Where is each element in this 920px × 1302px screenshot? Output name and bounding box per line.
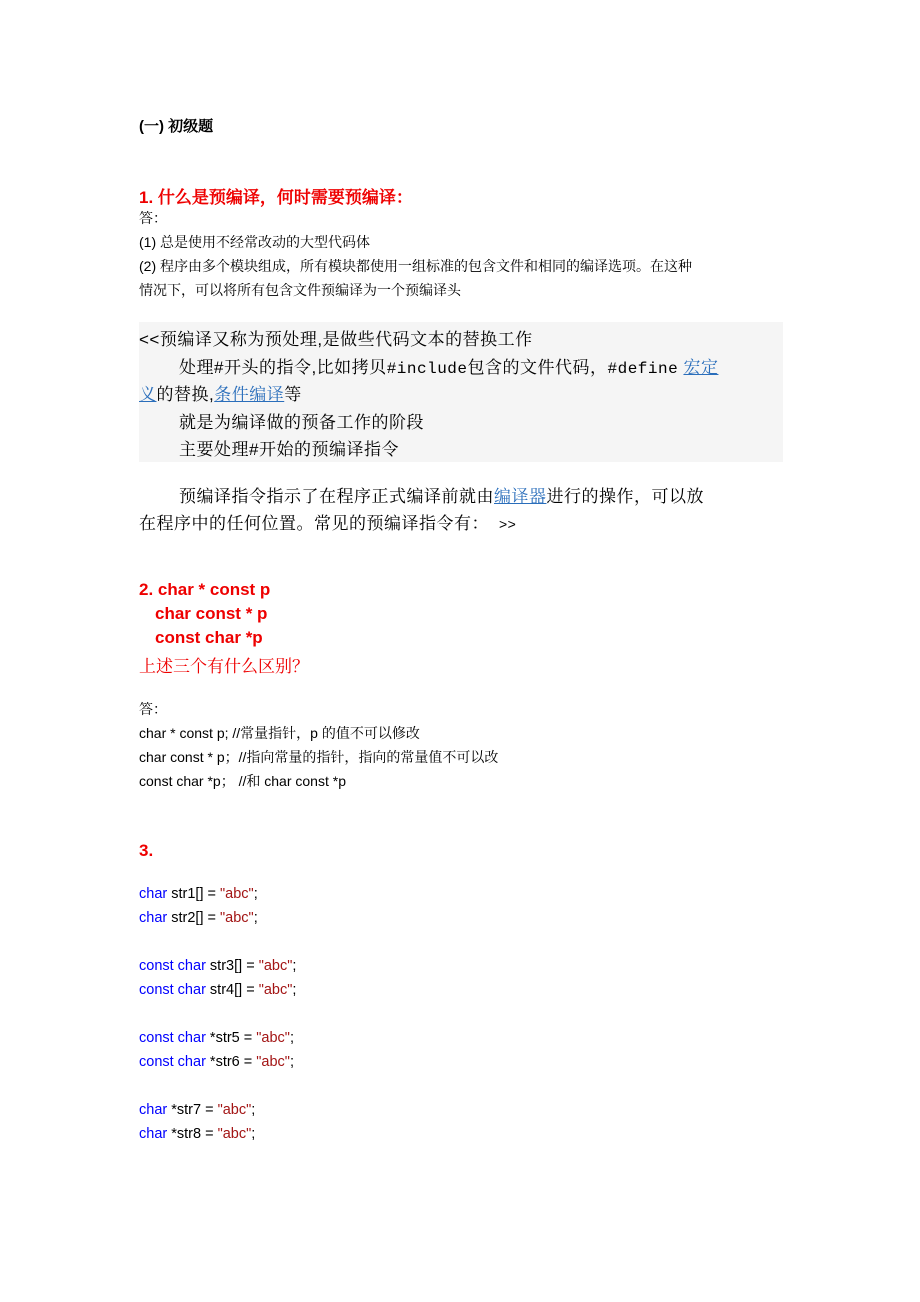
code-string: "abc" <box>217 1126 252 1142</box>
code-text: ; <box>292 982 297 998</box>
code-keyword: char <box>139 1126 168 1142</box>
paragraph-line <box>179 483 704 511</box>
code-string: "abc" <box>256 1054 290 1070</box>
quote-line <box>139 381 302 409</box>
code-text: *str8 = <box>167 1126 218 1142</box>
compiler-link[interactable]: 编译器 <box>494 487 547 506</box>
code-line <box>139 886 258 902</box>
code-text: ; <box>251 1126 256 1142</box>
paragraph-text: 预编译指令指示了在程序正式编译前就由 <box>179 487 494 506</box>
code-keyword: char <box>139 886 168 902</box>
code-line <box>139 1054 294 1070</box>
code-text: ; <box>251 1102 256 1118</box>
q2-title-line: 2. char * const p <box>139 580 271 599</box>
macro-definition-link[interactable]: 义 <box>139 385 157 404</box>
q1-answer-line: (1) 总是使用不经常改动的大型代码体 <box>139 234 370 250</box>
q2-title-line: char const * p <box>155 604 268 623</box>
paragraph-text: 进行的操作，可以放 <box>546 487 704 506</box>
q2-answer-line: char * const p; //常量指针，p 的值不可以修改 <box>139 725 420 741</box>
section-title: (一) 初级题 <box>139 118 214 135</box>
code-text: *str6 = <box>205 1054 257 1070</box>
q3-title: 3. <box>139 841 154 860</box>
q2-answer-line: const char *p； //和 char const *p <box>139 773 346 789</box>
q2-answer-label: 答： <box>139 701 167 717</box>
code-string: "abc" <box>217 1102 252 1118</box>
code-text: ; <box>292 958 297 974</box>
code-text: ; <box>289 1030 294 1046</box>
quote-line <box>179 354 718 384</box>
code-string: "abc" <box>258 958 293 974</box>
code-line <box>139 982 296 998</box>
code-text: str4[] = <box>205 982 259 998</box>
code-text: ; <box>253 910 258 926</box>
code-text: ; <box>289 1054 294 1070</box>
q2-question: 上述三个有什么区别？ <box>139 657 309 676</box>
code-line <box>139 958 296 974</box>
code-line <box>139 1030 294 1046</box>
code-text: *str5 = <box>205 1030 257 1046</box>
code-string: "abc" <box>220 886 254 902</box>
code-text: ; <box>253 886 258 902</box>
q2-title-line: const char *p <box>155 628 263 647</box>
code-string: "abc" <box>258 982 293 998</box>
conditional-compilation-link[interactable]: 条件编译 <box>214 385 285 404</box>
quote-block <box>139 322 783 462</box>
code-line <box>139 910 258 926</box>
q1-answer-line: (2) 程序由多个模块组成，所有模块都使用一组标准的包含文件和相同的编译选项。在这种 <box>139 258 692 274</box>
quote-line: 就是为编译做的预备工作的阶段 <box>179 413 424 432</box>
code-keyword: const char <box>139 1054 206 1070</box>
code-string: "abc" <box>220 910 254 926</box>
include-directive: #include <box>386 360 468 378</box>
paragraph-line <box>139 510 516 539</box>
quote-line: 主要处理#开始的预编译指令 <box>179 440 399 459</box>
code-text: str3[] = <box>205 958 259 974</box>
quote-text: 的替换, <box>156 385 215 404</box>
q1-title: 1. 什么是预编译，何时需要预编译： <box>139 188 413 207</box>
define-directive: #define <box>607 360 679 378</box>
paragraph-text: 在程序中的任何位置。常见的预编译指令有： <box>139 514 489 533</box>
code-line <box>139 1126 255 1142</box>
quote-text: 包含的文件代码， <box>467 358 608 377</box>
q1-answer-label: 答： <box>139 210 167 226</box>
code-keyword: const char <box>139 958 206 974</box>
code-keyword: char <box>139 1102 168 1118</box>
code-text: *str7 = <box>167 1102 218 1118</box>
quote-text: 等 <box>284 385 302 404</box>
code-keyword: const char <box>139 982 206 998</box>
code-keyword: const char <box>139 1030 206 1046</box>
code-text: str1[] = <box>167 886 221 902</box>
code-text: str2[] = <box>167 910 221 926</box>
paragraph-end: >> <box>499 516 517 532</box>
quote-line: <<预编译又称为预处理,是做些代码文本的替换工作 <box>139 330 533 349</box>
code-keyword: char <box>139 910 168 926</box>
code-line <box>139 1102 255 1118</box>
macro-definition-link[interactable]: 宏定 <box>683 358 719 377</box>
quote-text: 处理#开头的指令,比如拷贝 <box>179 358 387 377</box>
q1-answer-line: 情况下，可以将所有包含文件预编译为一个预编译头 <box>139 282 461 298</box>
q2-answer-line: char const * p；//指向常量的指针，指向的常量值不可以改 <box>139 749 499 765</box>
code-string: "abc" <box>256 1030 290 1046</box>
